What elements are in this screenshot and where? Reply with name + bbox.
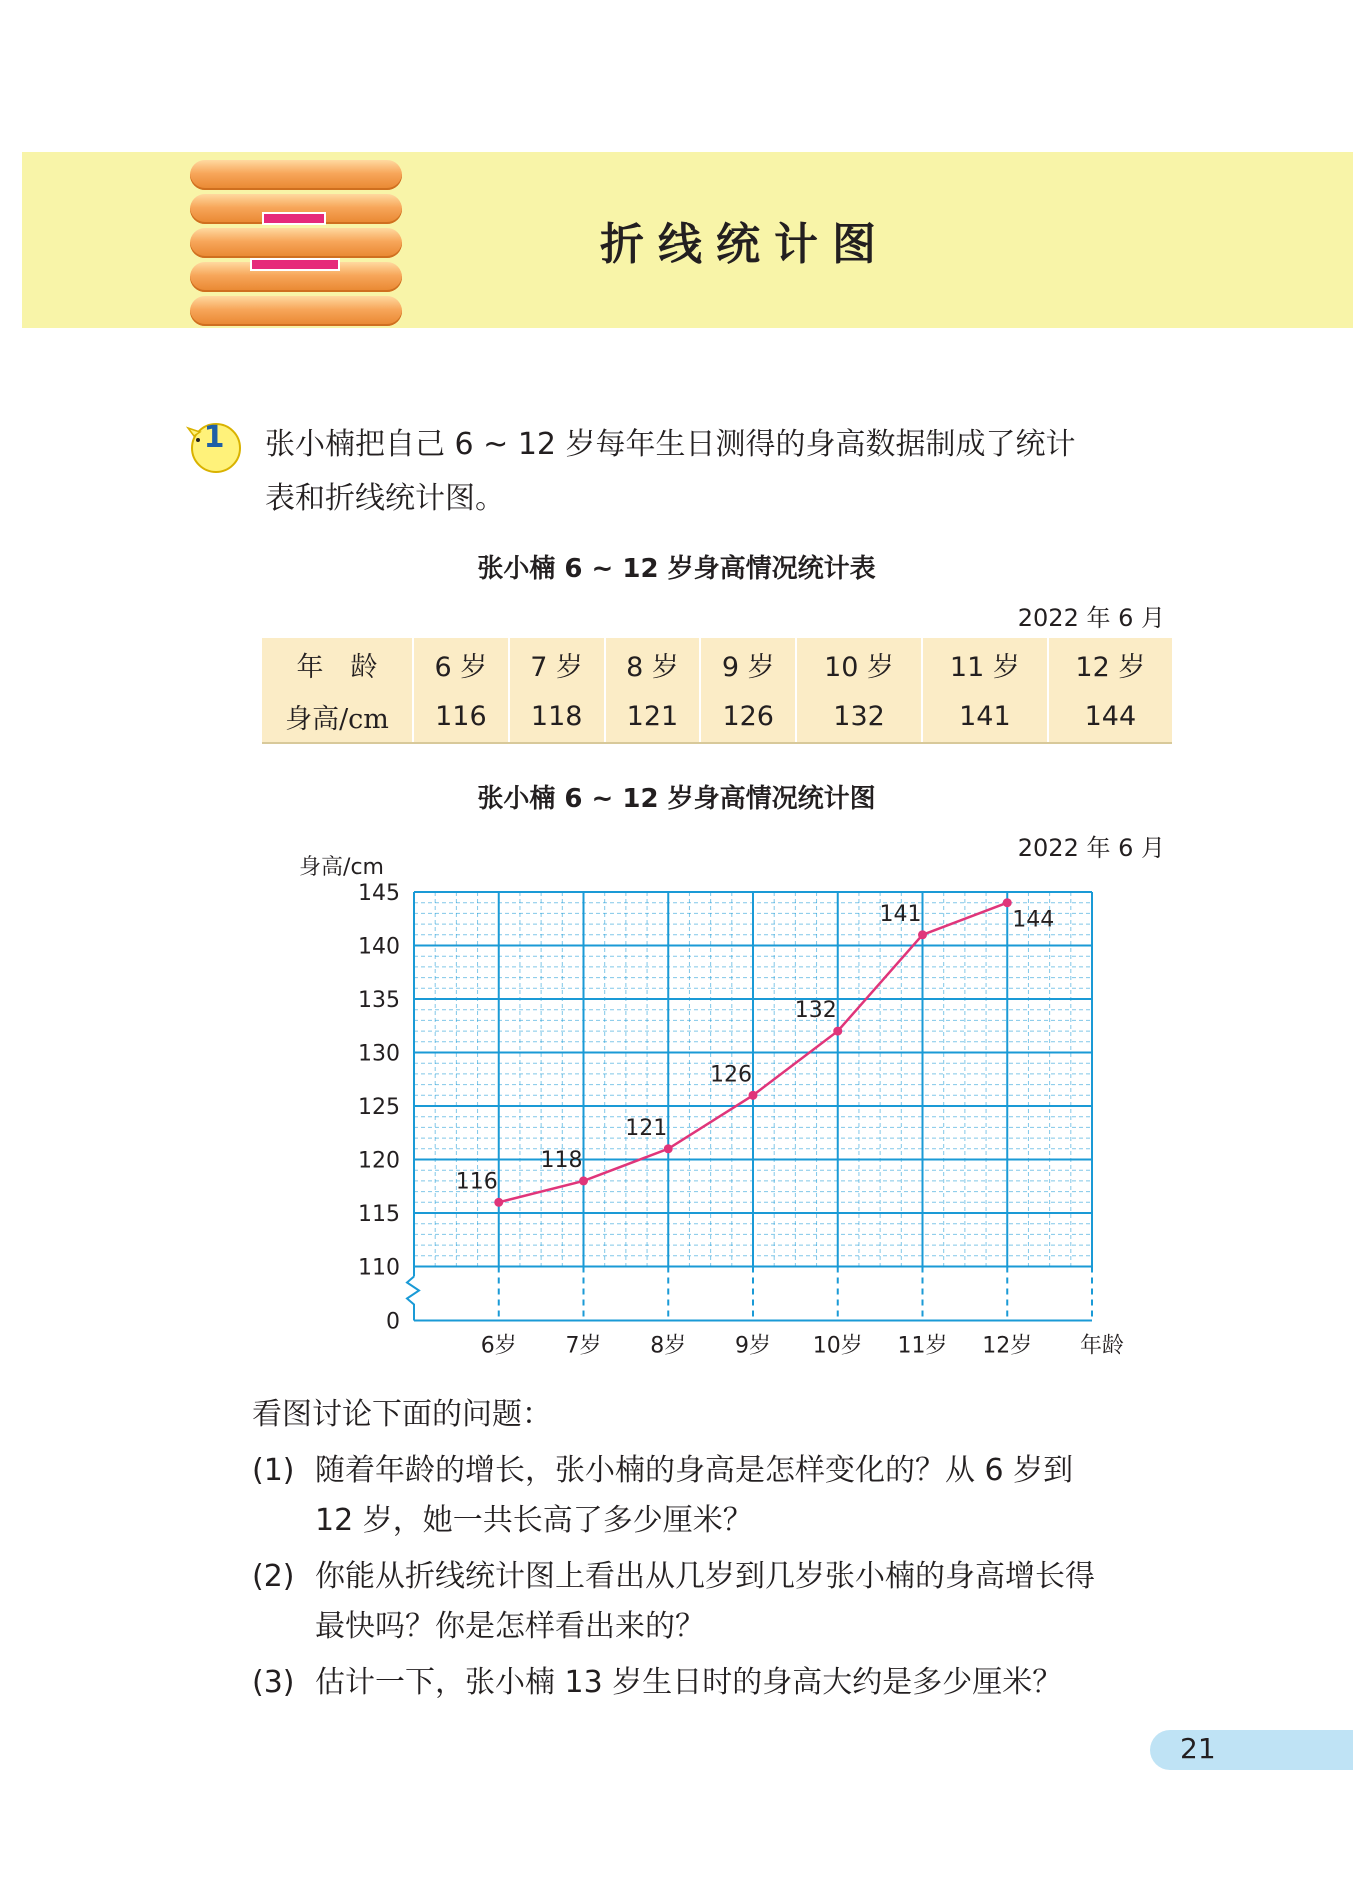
data-label: 116 <box>455 1169 498 1195</box>
age-cell: 10 岁 <box>796 638 922 690</box>
axis-break-mark <box>407 1277 419 1321</box>
y-tick-label: 110 <box>358 1255 400 1281</box>
section-number-graphic <box>190 160 402 326</box>
y-tick-label: 130 <box>358 1041 400 1067</box>
data-point <box>1003 898 1012 907</box>
height-line-chart <box>0 850 1353 1370</box>
height-cell: 116 <box>413 690 509 743</box>
question-2-label: (2) <box>252 1559 295 1594</box>
height-cell: 144 <box>1048 690 1172 743</box>
age-cell: 8 岁 <box>605 638 701 690</box>
data-label: 126 <box>710 1062 752 1088</box>
height-cell: 118 <box>509 690 605 743</box>
age-cell: 6 岁 <box>413 638 509 690</box>
chart-date: 2022 年 6 月 <box>1017 834 1165 862</box>
height-table <box>262 638 1172 744</box>
question-1-label: (1) <box>252 1453 295 1488</box>
table-row-height <box>262 690 1172 743</box>
chart-caption: 张小楠 6 ~ 12 岁身高情况统计图 <box>477 784 876 814</box>
data-label: 132 <box>794 998 837 1024</box>
x-tick-label: 9岁 <box>735 1333 771 1359</box>
problem-number: 1 <box>203 420 225 455</box>
section-title: 折线统计图 <box>600 219 890 270</box>
problem-text-line2: 表和折线统计图。 <box>265 481 505 516</box>
x-tick-label: 8岁 <box>650 1333 687 1359</box>
question-3-label: (3) <box>252 1665 295 1700</box>
age-cell: 9 岁 <box>700 638 796 690</box>
height-cell: 132 <box>796 690 922 743</box>
height-cell: 121 <box>605 690 701 743</box>
question-3-line1: 估计一下，张小楠 13 岁生日时的身高大约是多少厘米？ <box>315 1665 1063 1700</box>
problem-text-line1: 张小楠把自己 6 ~ 12 岁每年生日测得的身高数据制成了统计 <box>265 427 1076 462</box>
data-point <box>749 1091 758 1100</box>
data-label: 141 <box>879 901 922 927</box>
data-label: 144 <box>1012 907 1055 933</box>
data-point <box>918 930 927 939</box>
y-tick-label: 145 <box>358 881 400 906</box>
question-1-line2: 12 岁，她一共长高了多少厘米？ <box>315 1503 753 1538</box>
question-1-line1: 随着年龄的增长，张小楠的身高是怎样变化的？从 6 岁到 <box>315 1453 1074 1488</box>
x-tick-label: 10岁 <box>812 1333 863 1359</box>
x-tick-label: 7岁 <box>565 1333 602 1359</box>
data-point <box>579 1176 588 1185</box>
age-cell: 11 岁 <box>922 638 1048 690</box>
y-axis-label: 身高/cm <box>299 855 384 880</box>
y-tick-label: 120 <box>358 1148 400 1174</box>
data-point <box>494 1198 503 1207</box>
y-tick-label: 0 <box>386 1309 400 1335</box>
height-cell: 141 <box>922 690 1048 743</box>
age-cell: 7 岁 <box>509 638 605 690</box>
x-axis-label: 年龄 <box>1079 1333 1125 1359</box>
row-header-height: 身高/cm <box>262 690 413 743</box>
y-tick-label: 135 <box>358 988 400 1013</box>
data-label: 118 <box>540 1147 583 1173</box>
y-tick-label: 140 <box>358 934 400 960</box>
y-tick-label: 125 <box>358 1095 400 1120</box>
x-tick-label: 12岁 <box>982 1333 1033 1359</box>
question-2-line2: 最快吗？你是怎样看出来的？ <box>315 1609 705 1644</box>
height-cell: 126 <box>700 690 796 743</box>
x-tick-label: 11岁 <box>897 1333 948 1359</box>
page-number: 21 <box>1180 1732 1216 1765</box>
data-point <box>833 1027 842 1036</box>
data-point <box>664 1144 673 1153</box>
x-tick-label: 6岁 <box>480 1333 517 1359</box>
y-tick-label: 115 <box>358 1202 400 1227</box>
table-caption: 张小楠 6 ~ 12 岁身高情况统计表 <box>477 554 876 584</box>
questions-intro: 看图讨论下面的问题： <box>252 1397 552 1432</box>
table-date: 2022 年 6 月 <box>1017 604 1165 632</box>
row-header-age: 年 龄 <box>296 651 378 683</box>
question-2-line1: 你能从折线统计图上看出从几岁到几岁张小楠的身高增长得 <box>315 1559 1095 1594</box>
age-cell: 12 岁 <box>1048 638 1172 690</box>
data-label: 121 <box>625 1115 668 1141</box>
table-row-age <box>262 638 1172 690</box>
